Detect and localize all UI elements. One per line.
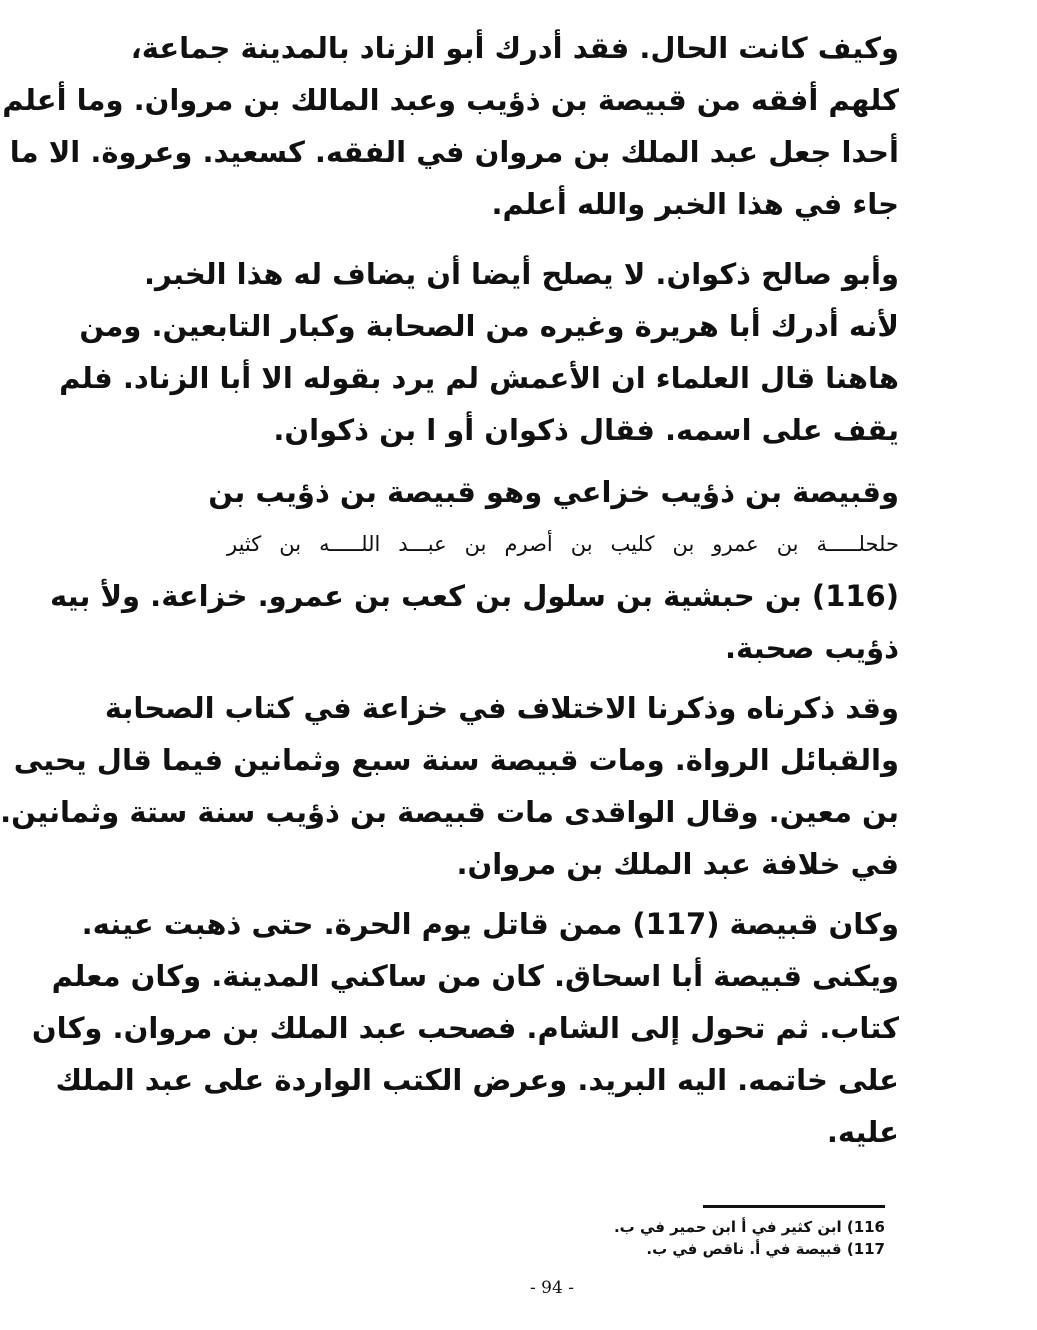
text-line: (116) بن حبشية بن سلول بن كعب بن عمرو. خزاعة. ولأ بيه	[50, 579, 899, 613]
footnote-divider	[703, 1205, 885, 1208]
text-line: حلحلـــــة بن عمرو بن كليب بن أصرم بن عبـــد اللـــــه بن كثير	[227, 532, 899, 556]
paragraph-2	[59, 248, 899, 456]
text-line: أحدا جعل عبد الملك بن مروان في الفقه. كسعيد. وعروة. الا ما	[9, 135, 899, 169]
paragraph-3	[50, 466, 899, 674]
footnote-117: 117) قبيصة في أ. ناقص في ب.	[646, 1240, 885, 1258]
text-line: لأنه أدرك أبا هريرة وغيره من الصحابة وكبار التابعين. ومن	[79, 309, 899, 343]
text-line: وكان قبيصة (117) ممن قاتل يوم الحرة. حتى ذهبت عينه.	[81, 907, 899, 941]
paragraph-1	[2, 22, 899, 230]
text-line: ذؤيب صحبة.	[725, 631, 899, 665]
text-line: على خاتمه. اليه البريد. وعرض الكتب الواردة على عبد الملك	[55, 1063, 899, 1097]
text-line: هاهنا قال العلماء ان الأعمش لم يرد بقوله الا أبا الزناد. فلم	[59, 361, 899, 395]
text-line: وقبيصة بن ذؤيب خزاعي وهو قبيصة بن ذؤيب بن	[208, 475, 899, 509]
text-line: يقف على اسمه. فقال ذكوان أو ا بن ذكوان.	[273, 413, 899, 447]
text-line: كلهم أفقه من قبيصة بن ذؤيب وعبد المالك بن مروان. وما أعلم	[2, 83, 899, 117]
text-line: ويكنى قبيصة أبا اسحاق. كان من ساكني المدينة. وكان معلم	[51, 959, 899, 993]
paragraph-4	[0, 682, 899, 890]
paragraph-5	[31, 898, 899, 1158]
footnotes	[545, 1216, 885, 1260]
text-line: كتاب. ثم تحول إلى الشام. فصحب عبد الملك بن مروان. وكان	[31, 1011, 899, 1045]
page-number: - 94 -	[530, 1278, 574, 1298]
text-line: في خلافة عبد الملك بن مروان.	[456, 847, 899, 881]
text-line: والقبائل الرواة. ومات قبيصة سنة سبع وثمانين فيما قال يحيى	[13, 743, 899, 777]
text-line: وأبو صالح ذكوان. لا يصلح أيضا أن يضاف له هذا الخبر.	[143, 257, 899, 291]
text-line: وكيف كانت الحال. فقد أدرك أبو الزناد بالمدينة جماعة،	[130, 31, 899, 65]
text-line: بن معين. وقال الواقدى مات قبيصة بن ذؤيب سنة ستة وثمانين.	[0, 795, 899, 829]
text-line: جاء في هذا الخبر والله أعلم.	[491, 187, 899, 221]
text-line: وقد ذكرناه وذكرنا الاختلاف في خزاعة في كتاب الصحابة	[104, 691, 899, 725]
text-line: عليه.	[826, 1115, 899, 1149]
footnote-116: 116) ابن كثير في أ ابن حمير في ب.	[613, 1218, 885, 1236]
